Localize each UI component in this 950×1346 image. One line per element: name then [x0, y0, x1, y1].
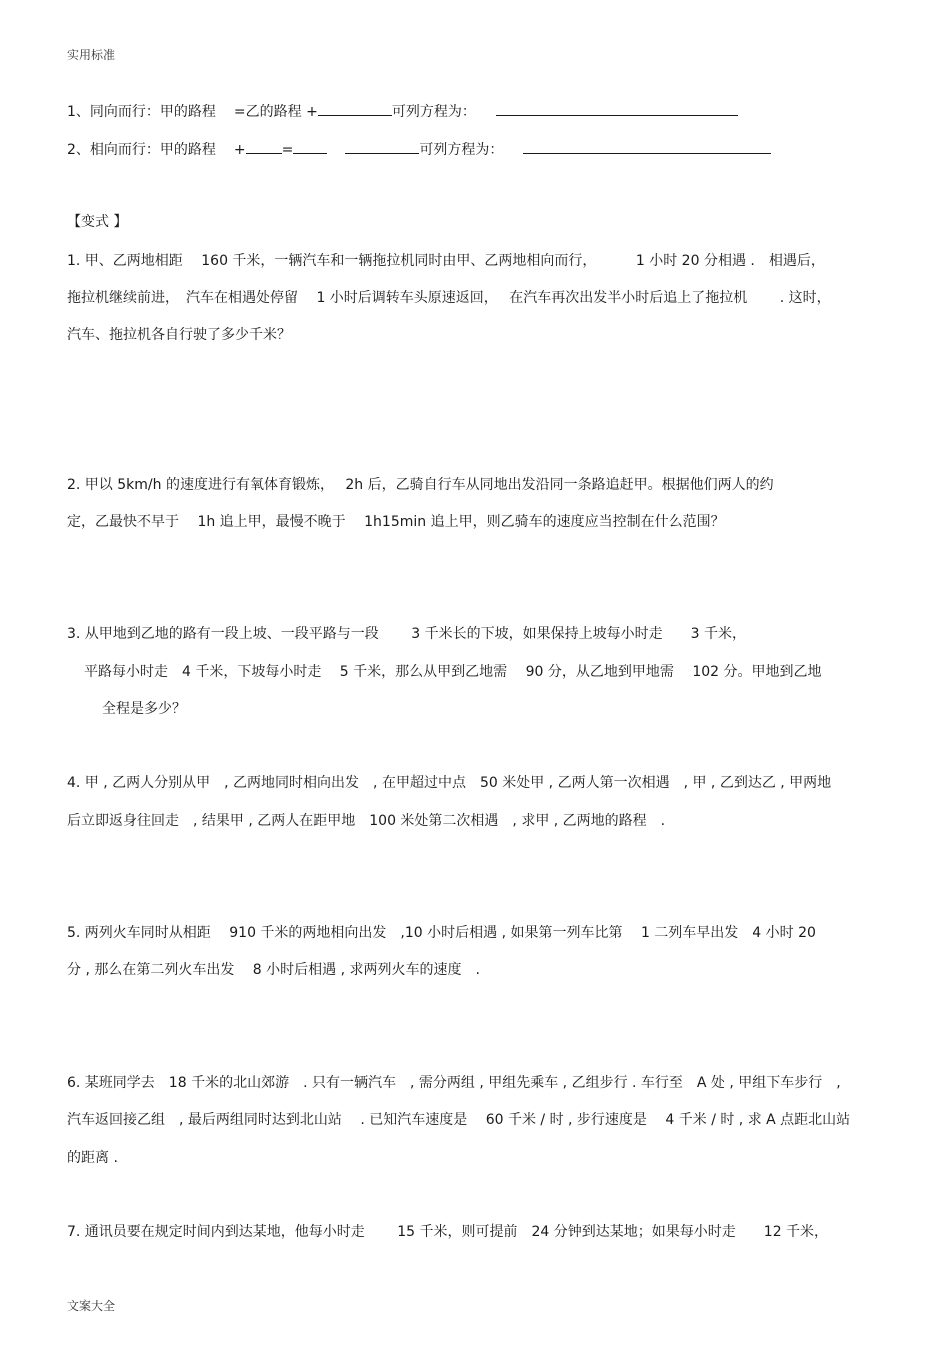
q7-line-1: 7. 通讯员要在规定时间内到达某地，他每小时走 15 千米，则可提前 24 分钟到达某地；如果每小时走 12 千米， [67, 1224, 829, 1240]
q3-line-1: 3. 从甲地到乙地的路有一段上坡、一段平路与一段 3 千米长的下坡，如果保持上坡每小时走 3 千米， [67, 626, 746, 642]
q5-line-1: 5. 两列火车同时从相距 910 千米的两地相向出发 ,10 小时后相遇 , 如果第一列车比第 1 二列车早出发 4 小时 20 [67, 925, 816, 941]
q6-line-1: 6. 某班同学去 18 千米的北山郊游 . 只有一辆汽车 , 需分两组 , 甲组先乘车 , 乙组步行 . 车行至 A 处 , 甲组下车步行 , [67, 1075, 841, 1091]
page-header: 实用标准 [67, 48, 116, 62]
section-title: 【变式 】 [67, 214, 128, 230]
formula-2-label: 2、相向而行：甲的路程 [67, 142, 216, 158]
q1-line-1: 1. 甲、乙两地相距 160 千米，一辆汽车和一辆拖拉机同时由甲、乙两地相向而行， 1 小时 20 分相遇 . 相遇后， [67, 253, 825, 269]
formula-1-mid: =乙的路程 + [233, 104, 318, 120]
q1-line-3: 汽车、拖拉机各自行驶了多少千米？ [67, 327, 291, 343]
formula-1-end: 可列方程为： [391, 104, 476, 120]
q2-line-1: 2. 甲以 5km/h 的速度进行有氧体育锻炼， 2h 后，乙骑自行车从同地出发沿同一条路追赶甲。根据他们两人的约 [67, 477, 774, 493]
blank-line [246, 138, 282, 154]
formula-line-1 [67, 100, 738, 122]
formula-line-2 [67, 138, 771, 160]
q3-line-3: 全程是多少？ [102, 701, 186, 717]
blank-line [293, 138, 327, 154]
q4-line-2: 后立即返身往回走 , 结果甲 , 乙两人在距甲地 100 米处第二次相遇 , 求甲 , 乙两地的路程 . [67, 813, 666, 829]
blank-line [318, 100, 392, 116]
answer-blank [523, 138, 771, 154]
formula-1-label: 1、同向而行：甲的路程 [67, 104, 216, 120]
q1-line-2: 拖拉机继续前进， 汽车在相遇处停留 1 小时后调转车头原速返回， 在汽车再次出发半小时后追上了拖拉机 . 这时， [67, 290, 831, 306]
formula-2-plus: + [233, 142, 246, 158]
q3-line-2: 平路每小时走 4 千米，下坡每小时走 5 千米，那么从甲到乙地需 90 分，从乙地到甲地需 102 分。甲地到乙地 [84, 664, 822, 680]
formula-2-end: 可列方程为： [419, 142, 504, 158]
blank-line [345, 138, 419, 154]
formula-2-eq: = [281, 142, 294, 158]
answer-blank [496, 100, 738, 116]
page-footer: 文案大全 [67, 1299, 116, 1313]
q6-line-2: 汽车返回接乙组 , 最后两组同时达到北山站 . 已知汽车速度是 60 千米 / 时 , 步行速度是 4 千米 / 时 , 求 A 点距北山站 [67, 1112, 851, 1128]
q2-line-2: 定，乙最快不早于 1h 追上甲，最慢不晚于 1h15min 追上甲，则乙骑车的速度应当控制在什么范围？ [67, 514, 725, 530]
q5-line-2: 分 , 那么在第二列火车出发 8 小时后相遇 , 求两列火车的速度 . [67, 962, 480, 978]
q6-line-3: 的距离 . [67, 1150, 118, 1166]
q4-line-1: 4. 甲 , 乙两人分别从甲 , 乙两地同时相向出发 , 在甲超过中点 50 米处甲 , 乙两人第一次相遇 , 甲 , 乙到达乙 , 甲两地 [67, 775, 832, 791]
